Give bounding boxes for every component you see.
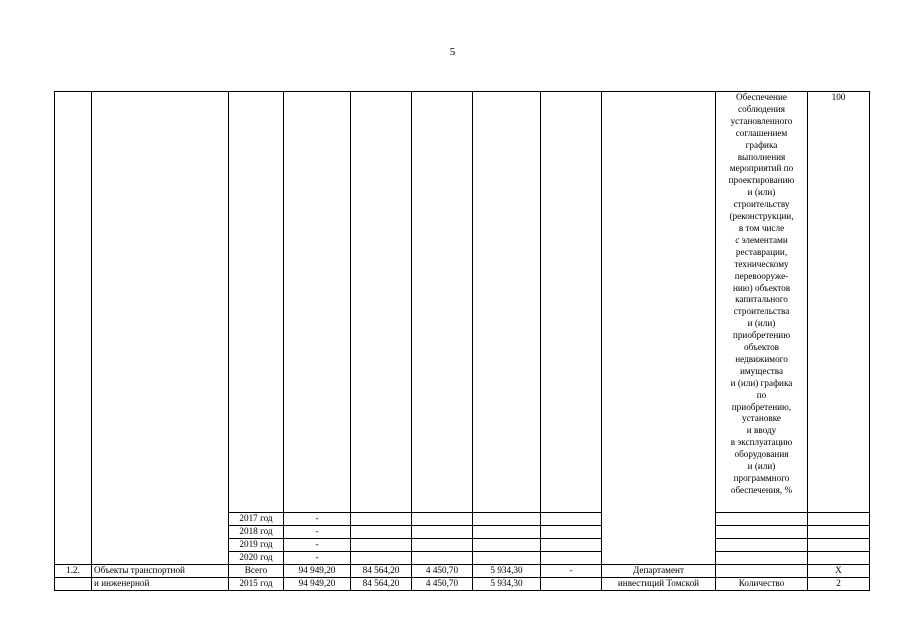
cell-number xyxy=(55,92,92,565)
cell-other: - xyxy=(541,565,602,578)
item-name: Объекты транспортной xyxy=(92,565,229,578)
cell-federal xyxy=(351,513,412,526)
cell-total: - xyxy=(284,539,351,552)
cell-other xyxy=(541,539,602,552)
cell-indicator xyxy=(716,539,808,552)
cell-regional: 4 450,70 xyxy=(412,578,473,591)
cell-year: 2017 год xyxy=(229,513,284,526)
cell-period: 2015 год xyxy=(229,578,284,591)
cell-total: 94 949,20 xyxy=(284,578,351,591)
cell-name xyxy=(92,92,229,565)
cell-year: 2020 год xyxy=(229,552,284,565)
cell-year: 2019 год xyxy=(229,539,284,552)
table-row xyxy=(55,92,870,513)
cell-regional xyxy=(412,539,473,552)
cell-value: Х xyxy=(808,565,870,578)
item-number-cont xyxy=(55,578,92,591)
cell-other xyxy=(541,552,602,565)
cell-other xyxy=(541,578,602,591)
cell-period xyxy=(229,92,284,513)
cell-other xyxy=(541,513,602,526)
cell-value xyxy=(808,552,870,565)
cell-value xyxy=(808,513,870,526)
cell-total: - xyxy=(284,552,351,565)
cell-federal xyxy=(351,539,412,552)
cell-total: 94 949,20 xyxy=(284,565,351,578)
indicator-description: Обеспечение соблюдения установленного соглашением графика выполнения мероприятий по проектированию и (или) строительству (реконструкции, в том числе с элементами реставрации, техническому перевооруже- нию) объектов капитального строительства и (или) приобретению объектов недвижимого имущества и (или) графика по приобретению, установке и вводу в эксплуатацию оборудования и (или) программного обеспечения, % xyxy=(716,92,808,513)
table-row xyxy=(55,565,870,578)
cell-value xyxy=(808,526,870,539)
item-name-cont: и инженерной xyxy=(92,578,229,591)
cell-local xyxy=(473,513,541,526)
cell-regional xyxy=(412,513,473,526)
cell-federal xyxy=(351,526,412,539)
cell-indicator: Количество xyxy=(716,578,808,591)
cell-period: Всего xyxy=(229,565,284,578)
cell-responsible xyxy=(602,92,716,565)
cell-indicator xyxy=(716,552,808,565)
cell-federal xyxy=(351,552,412,565)
cell-regional: 4 450,70 xyxy=(412,565,473,578)
cell-federal: 84 564,20 xyxy=(351,565,412,578)
cell-value xyxy=(808,539,870,552)
cell-total: - xyxy=(284,513,351,526)
cell-indicator xyxy=(716,513,808,526)
cell-other xyxy=(541,92,602,513)
responsible: Департамент xyxy=(602,565,716,578)
cell-indicator xyxy=(716,526,808,539)
cell-federal xyxy=(351,92,412,513)
cell-regional xyxy=(412,526,473,539)
cell-federal: 84 564,20 xyxy=(351,578,412,591)
cell-local xyxy=(473,92,541,513)
indicator-value: 100 xyxy=(808,92,870,513)
cell-local xyxy=(473,539,541,552)
program-table xyxy=(54,91,870,591)
cell-local: 5 934,30 xyxy=(473,565,541,578)
cell-other xyxy=(541,526,602,539)
cell-indicator xyxy=(716,565,808,578)
cell-value: 2 xyxy=(808,578,870,591)
cell-total: - xyxy=(284,526,351,539)
page-number: 5 xyxy=(449,46,456,58)
cell-year: 2018 год xyxy=(229,526,284,539)
cell-regional xyxy=(412,552,473,565)
responsible-cont: инвестиций Томской xyxy=(602,578,716,591)
item-number: 1.2. xyxy=(55,565,92,578)
cell-local: 5 934,30 xyxy=(473,578,541,591)
cell-total xyxy=(284,92,351,513)
cell-local xyxy=(473,552,541,565)
cell-local xyxy=(473,526,541,539)
table-row xyxy=(55,578,870,591)
cell-regional xyxy=(412,92,473,513)
